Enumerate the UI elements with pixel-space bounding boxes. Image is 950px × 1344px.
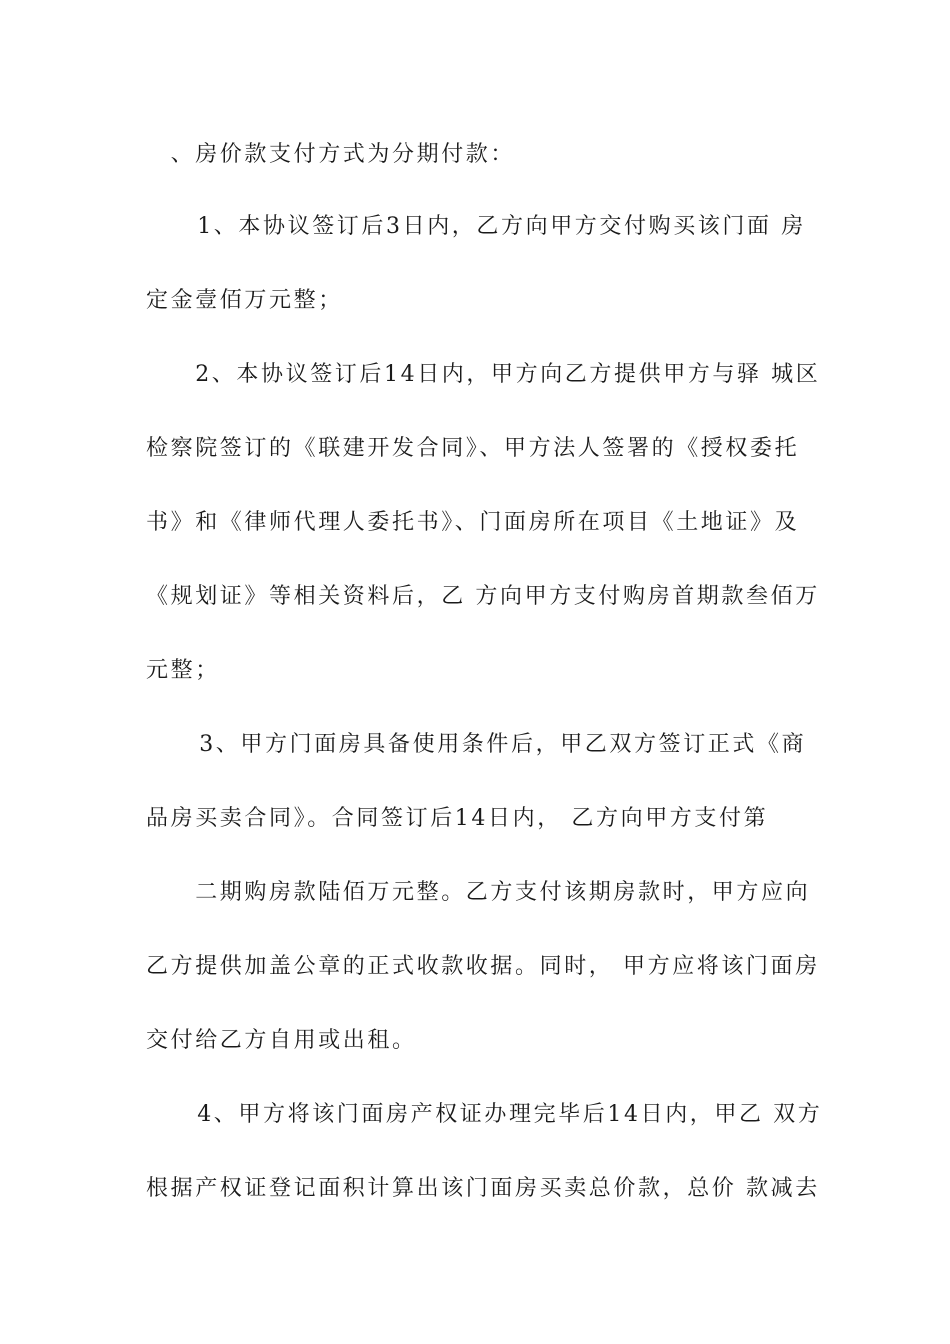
text-line-11: 二期购房款陆佰万元整。乙方支付该期房款时，甲方应向 [146, 880, 811, 905]
text-line-14: 4、甲方将该门面房产权证办理完毕后14日内，甲乙 双方 [148, 1102, 823, 1127]
text-line-12: 乙方提供加盖公章的正式收款收据。同时， 甲方应将该门面房 [146, 954, 820, 979]
text-line-7: 《规划证》等相关资料后，乙 方向甲方支付购房首期款叁佰万 [146, 584, 820, 609]
text-line-15: 根据产权证登记面积计算出该门面房买卖总价款，总价 款减去 [146, 1176, 820, 1201]
text-line-2: 1、本协议签订后3日内，乙方向甲方交付购买该门面 房 [148, 214, 806, 239]
text-line-5: 检察院签订的《联建开发合同》、甲方法人签署的《授权委托 [146, 436, 800, 461]
text-line-4: 2、本协议签订后14日内，甲方向乙方提供甲方与驿 城区 [146, 362, 821, 387]
text-line-1: 、房价款支付方式为分期付款： [146, 142, 516, 167]
text-line-3: 定金壹佰万元整； [146, 288, 343, 313]
text-line-13: 交付给乙方自用或出租。 [146, 1028, 417, 1053]
text-line-10: 品房买卖合同》。合同签订后14日内， 乙方向甲方支付第 [146, 806, 769, 831]
text-line-8: 元整； [146, 658, 220, 683]
text-line-6: 书》和《律师代理人委托书》、门面房所在项目《土地证》及 [146, 510, 800, 535]
text-line-9: 3、甲方门面房具备使用条件后，甲乙双方签订正式《商 [150, 732, 807, 757]
